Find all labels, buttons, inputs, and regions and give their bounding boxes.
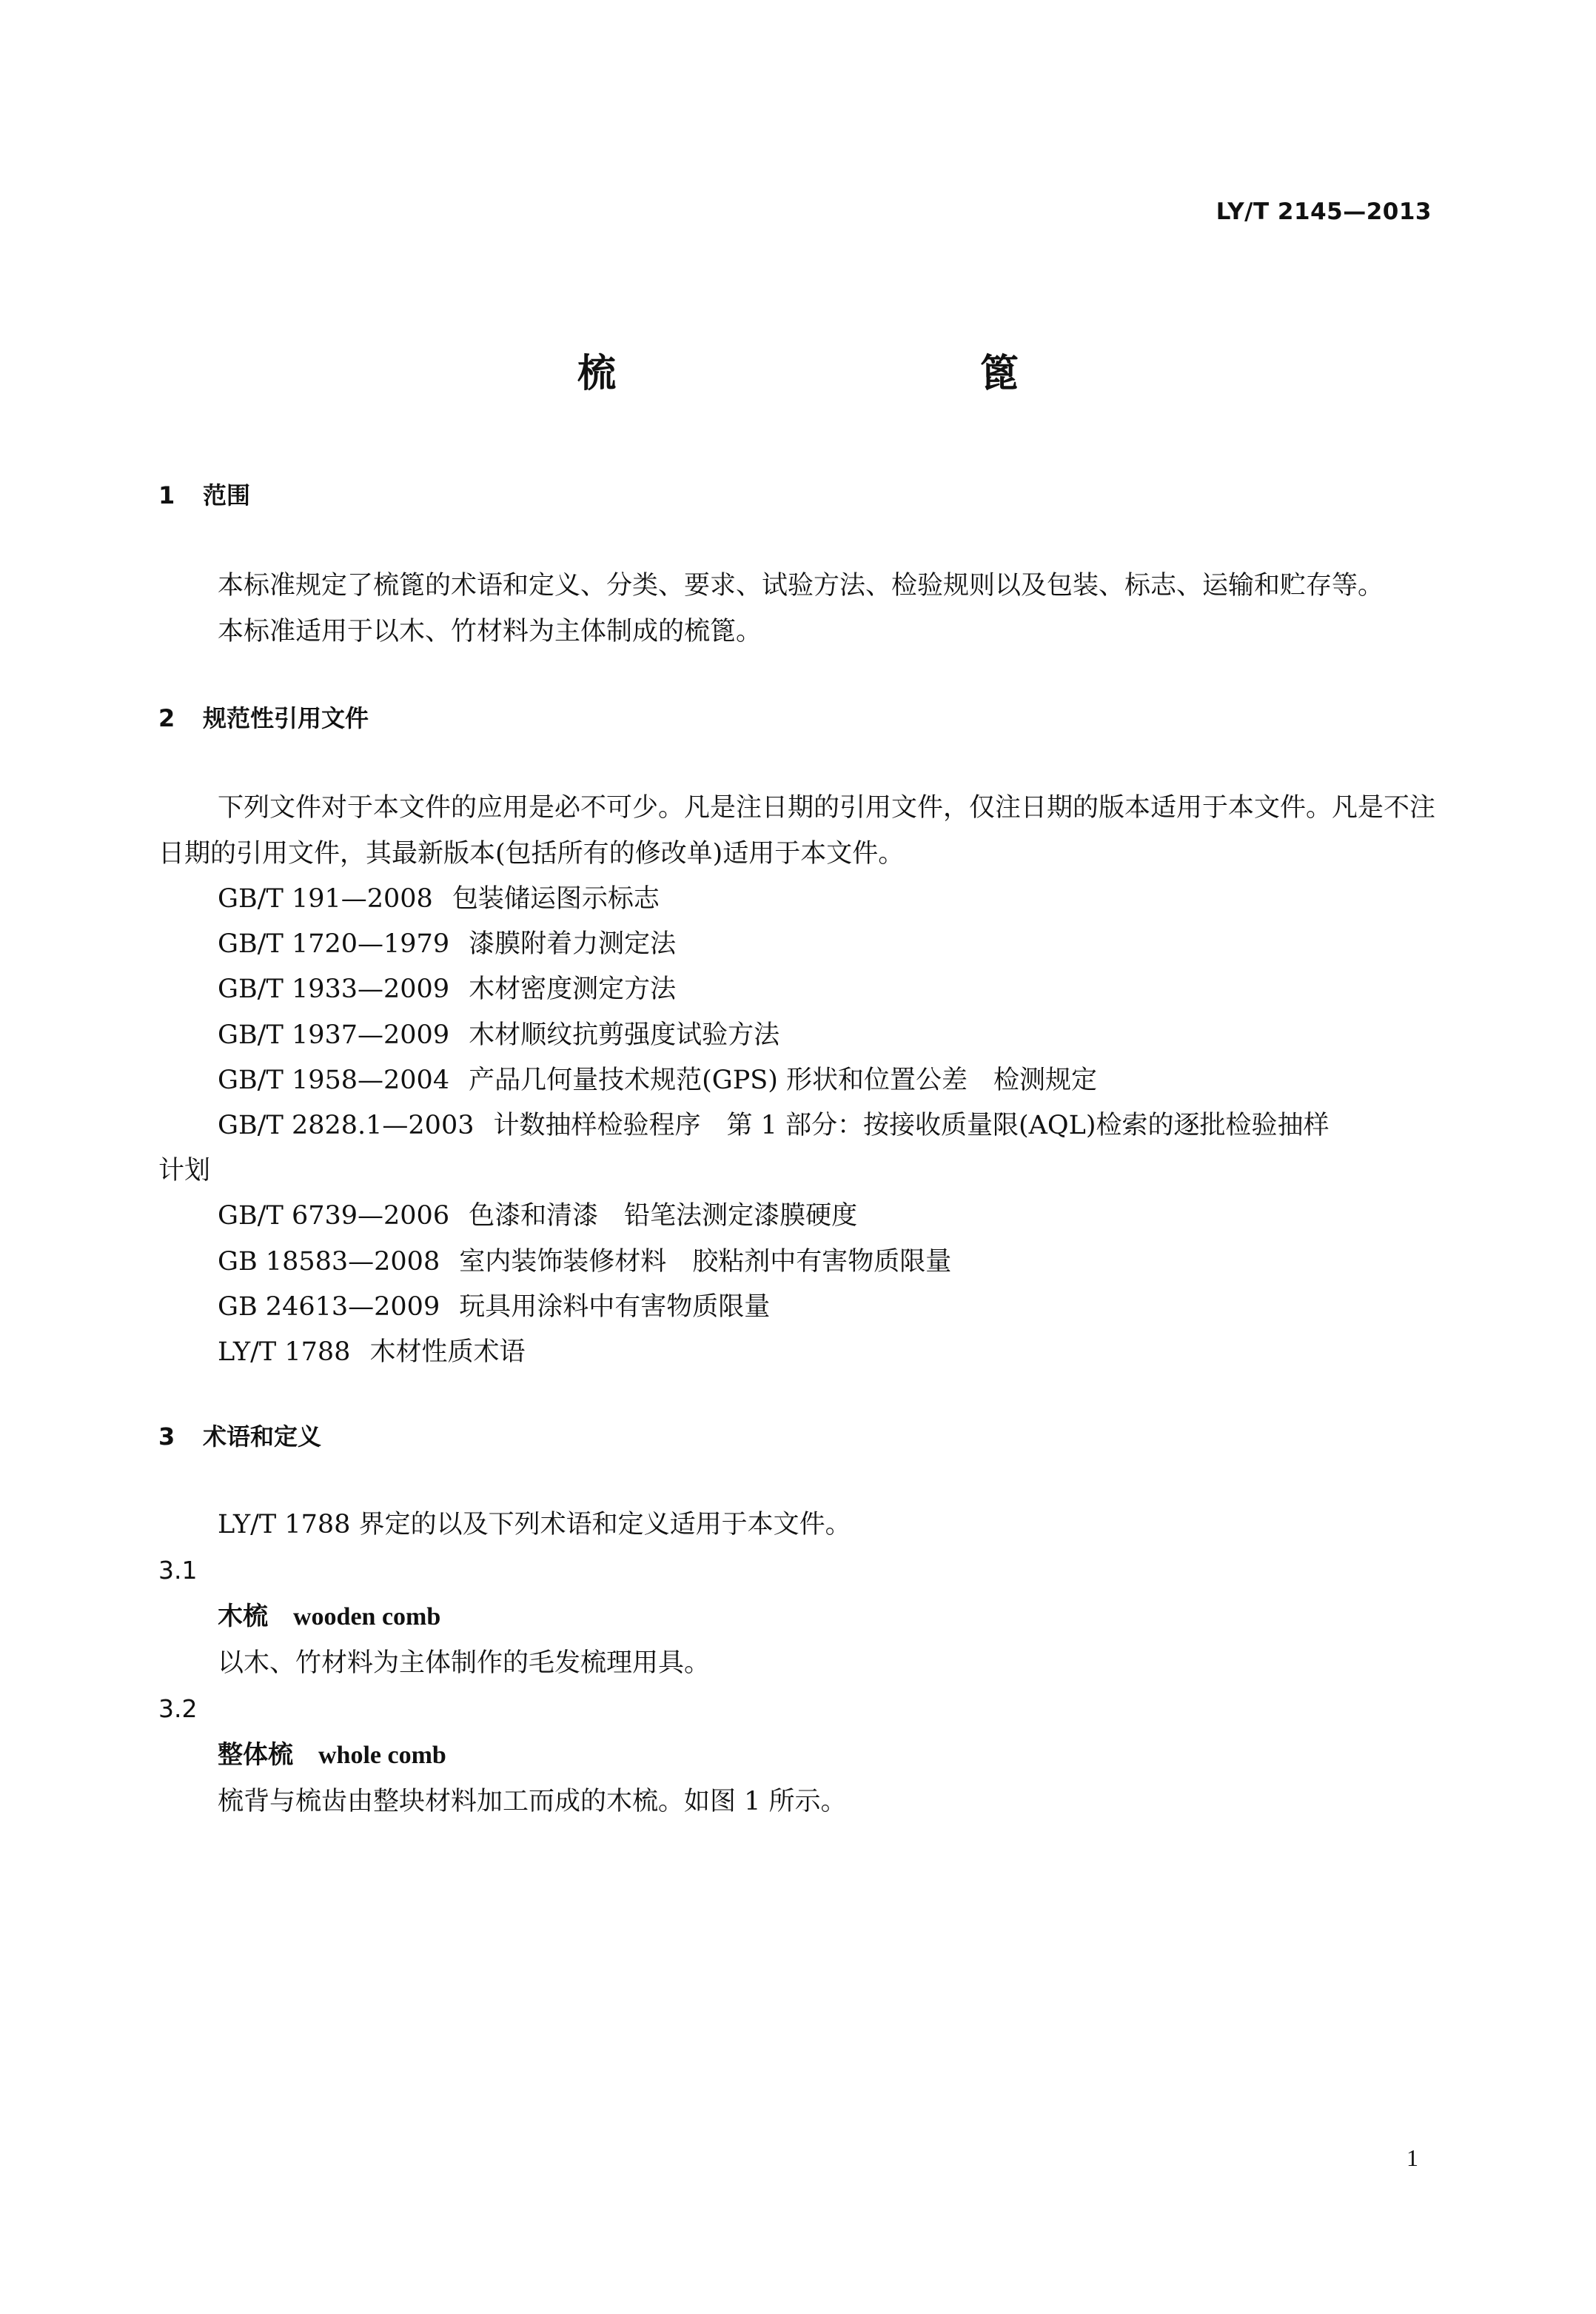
paragraph: 本标准适用于以木、竹材料为主体制成的梳篦。	[218, 617, 762, 646]
reference-title: 计数抽样检验程序 第 1 部分：按接收质量限(AQL)检索的逐批检验抽样	[493, 1111, 1330, 1141]
reference-code: GB/T 191—2008	[218, 884, 433, 914]
document-title: 梳 篦	[577, 352, 1181, 396]
term-zh: 木梳	[218, 1602, 268, 1631]
reference-item	[158, 1240, 1436, 1285]
section-2	[158, 703, 1436, 733]
term-definition: 以木、竹材料为主体制作的毛发梳理用具。	[218, 1648, 711, 1678]
reference-first-line	[158, 1103, 1436, 1148]
reference-title: 室内装饰装修材料 胶粘剂中有害物质限量	[459, 1246, 952, 1277]
term-name	[158, 1594, 1436, 1640]
reference-item	[158, 1103, 1436, 1194]
section-3-heading	[158, 1422, 1436, 1451]
reference-title: 木材性质术语	[369, 1337, 526, 1368]
term-en: wooden comb	[293, 1603, 441, 1631]
reference-item	[158, 1013, 1436, 1058]
reference-title: 木材密度测定方法	[469, 974, 677, 1005]
reference-code: GB 24613—2009	[218, 1291, 440, 1322]
reference-title-continued: 计划	[158, 1156, 211, 1186]
section-1	[158, 481, 1436, 510]
intro-paragraph: LY/T 1788 界定的以及下列术语和定义适用于本文件。	[218, 1510, 851, 1539]
term-number: 3.2	[158, 1694, 198, 1723]
reference-code: GB 18583—2008	[218, 1246, 440, 1277]
reference-title: 玩具用涂料中有害物质限量	[459, 1291, 771, 1322]
section-2-heading	[158, 703, 1436, 733]
reference-code: GB/T 2828.1—2003	[218, 1111, 475, 1141]
section-title: 规范性引用文件	[203, 704, 369, 732]
reference-item	[158, 877, 1436, 922]
section-1-heading	[158, 481, 1436, 510]
paragraph: 本标准规定了梳篦的术语和定义、分类、要求、试验方法、检验规则以及包装、标志、运输和贮存等。	[218, 571, 1384, 601]
section-3-body	[158, 1502, 1436, 1825]
term-zh: 整体梳	[218, 1740, 293, 1770]
term-en: whole comb	[318, 1742, 446, 1769]
section-title: 术语和定义	[203, 1422, 322, 1451]
section-3	[158, 1422, 1436, 1451]
reference-title: 色漆和清漆 铅笔法测定漆膜硬度	[469, 1201, 858, 1231]
section-1-body	[158, 563, 1436, 655]
reference-code: GB/T 1958—2004	[218, 1065, 450, 1095]
reference-code: GB/T 1933—2009	[218, 974, 450, 1005]
reference-code: GB/T 6739—2006	[218, 1201, 450, 1231]
term-definition: 梳背与梳齿由整块材料加工而成的木梳。如图 1 所示。	[218, 1787, 847, 1816]
reference-item	[158, 1330, 1436, 1375]
reference-code: GB/T 1937—2009	[218, 1020, 450, 1050]
reference-code: LY/T 1788	[218, 1337, 351, 1368]
reference-title: 木材顺纹抗剪强度试验方法	[469, 1020, 780, 1050]
reference-item	[158, 1194, 1436, 1239]
reference-title: 包装储运图示标志	[452, 884, 660, 914]
section-2-body	[158, 785, 1436, 1375]
page-number: 1	[1406, 2144, 1418, 2171]
standard-code: LY/T 2145—2013	[1216, 198, 1432, 225]
reference-title: 漆膜附着力测定法	[469, 929, 677, 960]
term-number: 3.1	[158, 1556, 198, 1585]
section-number: 2	[158, 704, 175, 732]
section-number: 1	[158, 481, 175, 509]
reference-item	[158, 967, 1436, 1012]
term-name	[158, 1732, 1436, 1779]
reference-code: GB/T 1720—1979	[218, 929, 450, 960]
section-number: 3	[158, 1422, 175, 1451]
reference-title: 产品几何量技术规范(GPS) 形状和位置公差 检测规定	[469, 1065, 1098, 1095]
reference-item	[158, 922, 1436, 967]
section-title: 范围	[203, 481, 251, 509]
reference-item	[158, 1058, 1436, 1103]
intro-paragraph: 下列文件对于本文件的应用是必不可少。凡是注日期的引用文件，仅注日期的版本适用于本文件。凡是不注日期的引用文件，其最新版本(包括所有的修改单)适用于本文件。	[158, 793, 1436, 869]
reference-item	[158, 1285, 1436, 1330]
